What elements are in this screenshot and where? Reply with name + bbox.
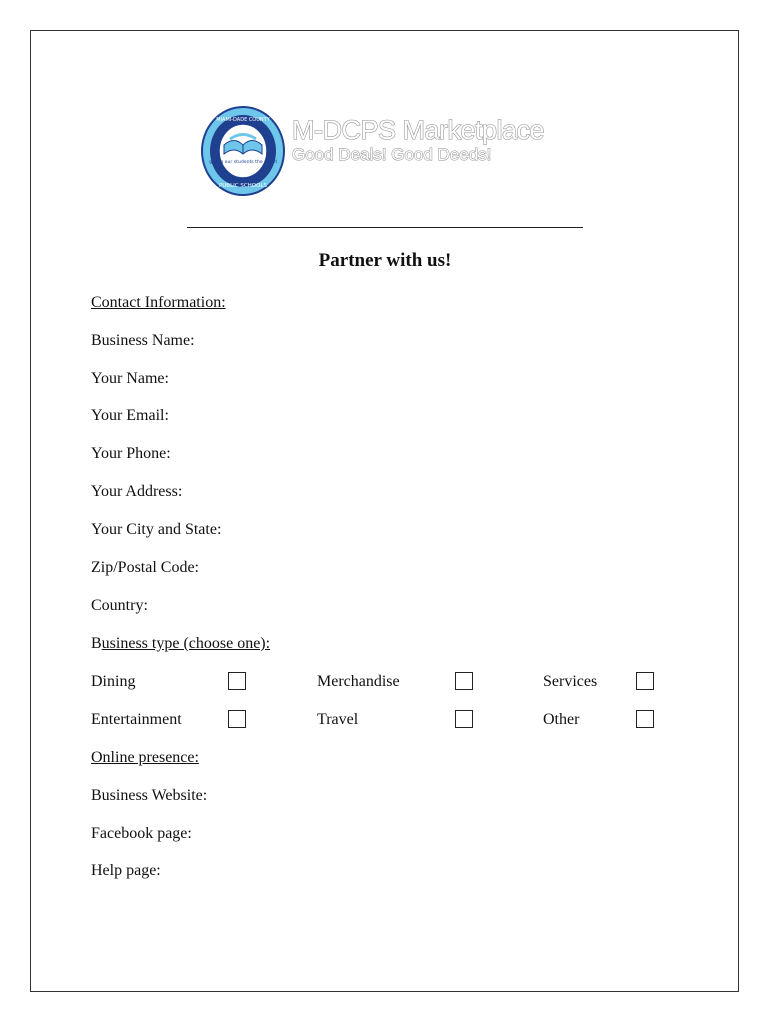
checkbox-dining[interactable] bbox=[228, 672, 246, 690]
school-seal-icon bbox=[200, 105, 286, 197]
checkbox-other[interactable] bbox=[636, 710, 654, 728]
header-divider bbox=[187, 227, 583, 228]
brand-block bbox=[292, 115, 544, 165]
online-section-heading: Online presence: bbox=[91, 749, 199, 766]
field-your-address: Your Address: bbox=[91, 483, 183, 500]
option-label-entertainment: Entertainment bbox=[91, 711, 182, 728]
checkbox-travel[interactable] bbox=[455, 710, 473, 728]
seal-bottom-text: PUBLIC SCHOOLS bbox=[218, 183, 268, 189]
field-your-phone: Your Phone: bbox=[91, 445, 171, 462]
checkbox-services[interactable] bbox=[636, 672, 654, 690]
field-city-state: Your City and State: bbox=[91, 521, 222, 538]
field-zip-code: Zip/Postal Code: bbox=[91, 559, 199, 576]
page-title: Partner with us! bbox=[318, 250, 452, 271]
field-country: Country: bbox=[91, 597, 148, 614]
business-type-heading-initial: B bbox=[91, 635, 102, 652]
logo bbox=[200, 105, 600, 205]
option-label-travel: Travel bbox=[317, 711, 359, 728]
brand-tagline: Good Deals! Good Deeds! bbox=[292, 145, 492, 164]
field-facebook-page: Facebook page: bbox=[91, 825, 192, 842]
checkbox-merchandise[interactable] bbox=[455, 672, 473, 690]
option-label-services: Services bbox=[543, 673, 598, 690]
brand-title: M-DCPS Marketplace bbox=[292, 115, 545, 145]
option-label-merchandise: Merchandise bbox=[317, 673, 400, 690]
field-your-email: Your Email: bbox=[91, 407, 169, 424]
field-your-name: Your Name: bbox=[91, 370, 169, 387]
seal-motto: giving our students the world bbox=[209, 160, 277, 165]
checkbox-entertainment[interactable] bbox=[228, 710, 246, 728]
field-business-name: Business Name: bbox=[91, 332, 195, 349]
business-type-heading-rest: usiness type (choose one): bbox=[101, 635, 271, 652]
business-type-heading bbox=[91, 635, 270, 653]
field-business-website: Business Website: bbox=[91, 787, 208, 804]
field-help-page: Help page: bbox=[91, 862, 161, 879]
option-label-dining: Dining bbox=[91, 673, 136, 690]
option-label-other: Other bbox=[543, 711, 580, 728]
seal-top-text: MIAMI-DADE COUNTY bbox=[216, 117, 270, 123]
contact-section-heading: Contact Information: bbox=[91, 294, 226, 311]
